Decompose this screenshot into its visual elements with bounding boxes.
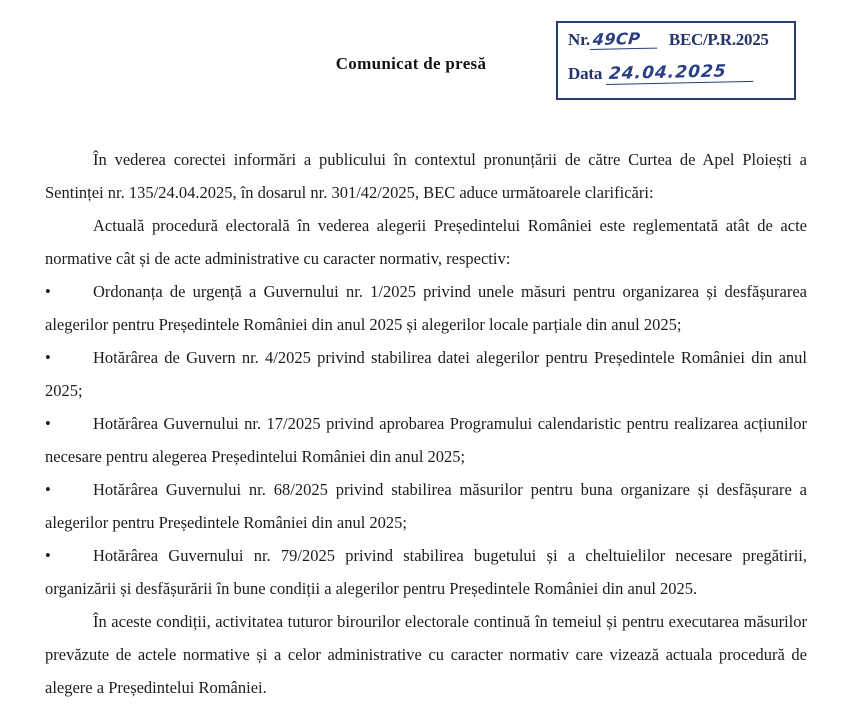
list-item-text: Ordonanța de urgență a Guvernului nr. 1/2025 privind unele măsuri pentru organizarea și desfășurarea alegerilor pentru Președintele României din anul 2025 și alegerilor locale parțiale din anul 2025; bbox=[45, 282, 807, 334]
bullet-icon: • bbox=[45, 480, 51, 499]
list-item bbox=[45, 275, 807, 341]
bullet-icon: • bbox=[45, 546, 51, 565]
body-paragraph: În aceste condiții, activitatea tuturor birourilor electorale continuă în temeiul și pentru executarea măsurilor prevăzute de actele normative și a celor administrative cu caracter normativ care vizează actuala procedură de alegere a Președintelui României. bbox=[45, 612, 807, 697]
list-item bbox=[45, 341, 807, 407]
bullet-icon: • bbox=[45, 348, 51, 367]
list-item-text: Hotărârea Guvernului nr. 68/2025 privind stabilirea măsurilor pentru buna organizare și desfășurare a alegerilor pentru Președintele României din anul 2025; bbox=[45, 480, 807, 532]
stamp-number-row bbox=[568, 30, 769, 50]
list-item bbox=[45, 539, 807, 605]
list-item-text: Hotărârea Guvernului nr. 17/2025 privind aprobarea Programului calendaristic pentru realizarea acțiunilor necesare pentru alegerea Președintelui României din anul 2025; bbox=[45, 414, 807, 466]
list-item-text: Hotărârea de Guvern nr. 4/2025 privind stabilirea datei alegerilor pentru Președintele României din anul 2025; bbox=[45, 348, 807, 400]
list-item bbox=[45, 407, 807, 473]
stamp-number-label: Nr. bbox=[568, 30, 590, 49]
list-item-text: Hotărârea Guvernului nr. 79/2025 privind stabilirea bugetului și a cheltuielilor necesare pregătirii, organizării și desfășurării în bune condiții a alegerilor pentru Președintele României din anul 2025. bbox=[45, 546, 807, 598]
page-title-text: Comunicat de presă bbox=[335, 54, 487, 73]
body-paragraph: Actuală procedură electorală în vederea alegerii Președintelui României este reglementată atât de acte normative cât și de acte administrative cu caracter normativ, respectiv: bbox=[45, 216, 807, 268]
bullet-icon: • bbox=[45, 282, 51, 301]
stamp-number-handwritten-value: 49CP bbox=[590, 31, 659, 50]
bullet-icon: • bbox=[45, 414, 51, 433]
list-item bbox=[45, 473, 807, 539]
stamp-date-handwritten-value: 24.04.2025 bbox=[606, 63, 755, 85]
body-paragraph: În vederea corectei informări a publicului în contextul pronunțării de către Curtea de Apel Ploiești a Sentinței nr. 135/24.04.2025, în dosarul nr. 301/42/2025, BEC aduce următoarele clarificări: bbox=[45, 150, 807, 202]
document-body bbox=[45, 143, 807, 704]
stamp-date-label: Data bbox=[568, 64, 603, 83]
page-title bbox=[0, 54, 850, 74]
stamp-reference-code: BEC/P.R.2025 bbox=[668, 30, 769, 49]
